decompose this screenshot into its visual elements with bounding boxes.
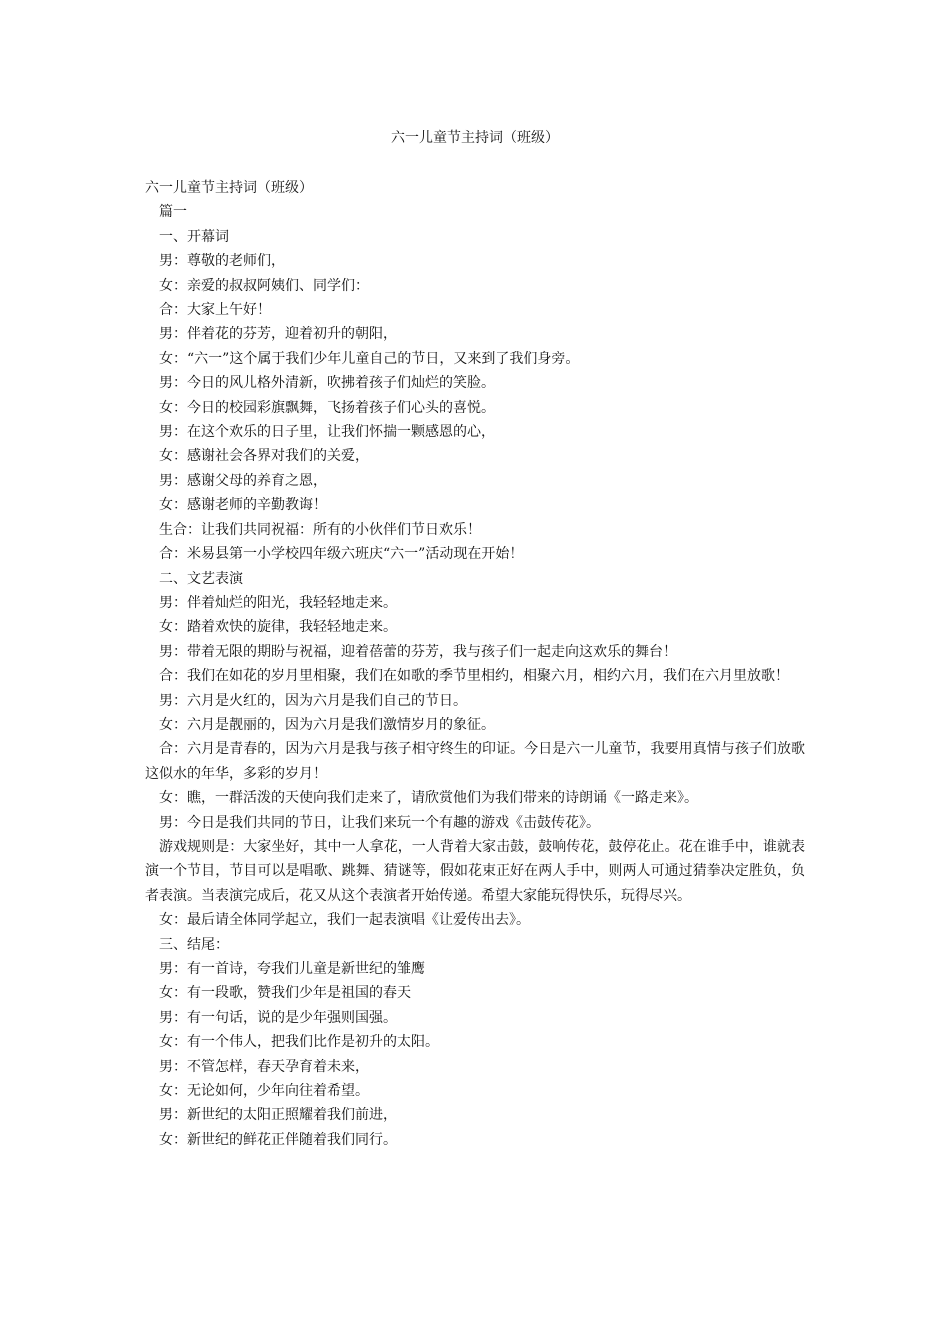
paragraph: 合：米易县第一小学校四年级六班庆“六一”活动现在开始！ (159, 546, 524, 563)
paragraph: 男：伴着花的芬芳，迎着初升的朝阳， (159, 326, 397, 343)
paragraph: 女：有一段歌，赞我们少年是祖国的春天 (159, 985, 411, 1002)
document-title: 六一儿童节主持词（班级） (391, 130, 559, 146)
paragraph: 合：我们在如花的岁月里相聚，我们在如歌的季节里相约，相聚六月，相约六月，我们在六月里放歌！ (159, 668, 789, 685)
paragraph: 三、结尾： (159, 936, 229, 953)
paragraph: 男：有一首诗，夸我们儿童是新世纪的雏鹰 (159, 961, 425, 977)
document-body (145, 176, 805, 1152)
paragraph: 男：在这个欢乐的日子里，让我们怀揣一颗感恩的心， (159, 424, 495, 441)
paragraph: 男：带着无限的期盼与祝福，迎着蓓蕾的芬芳，我与孩子们一起走向这欢乐的舞台！ (159, 643, 677, 660)
paragraph: 生合：让我们共同祝福：所有的小伙伴们节日欢乐！ (159, 521, 481, 538)
paragraph: 游戏规则是：大家坐好，其中一人拿花，一人背着大家击鼓，鼓响传花，鼓停花止。花在谁手中，谁就表演一个节目，节目可以是唱歌、跳舞、猜谜等，假如花束正好在两人手中，则两人可通过猜拳决定胜负，负者表演。当表演完成后，花又从这个表演者开始传递。希望大家能玩得快乐，玩得尽兴。 (145, 838, 805, 904)
paragraph: 合：大家上午好！ (159, 302, 271, 319)
paragraph: 篇一 (159, 204, 187, 221)
paragraph: 女：无论如何，少年向往着希望。 (159, 1083, 369, 1100)
paragraph: 六一儿童节主持词（班级） (145, 180, 313, 196)
paragraph: 女：亲爱的叔叔阿姨们、同学们： (159, 277, 369, 294)
paragraph: 女：“六一”这个属于我们少年儿童自己的节日，又来到了我们身旁。 (159, 350, 580, 367)
paragraph: 男：今日是我们共同的节日，让我们来玩一个有趣的游戏《击鼓传花》。 (159, 814, 600, 831)
paragraph: 男：六月是火红的，因为六月是我们自己的节日。 (159, 692, 467, 709)
paragraph: 女：新世纪的鲜花正伴随着我们同行。 (159, 1131, 397, 1148)
paragraph: 男：今日的风儿格外清新，吹拂着孩子们灿烂的笑脸。 (159, 375, 495, 392)
paragraph: 女：感谢老师的辛勤教诲！ (159, 497, 327, 514)
paragraph: 女：瞧，一群活泼的天使向我们走来了，请欣赏他们为我们带来的诗朗诵《一路走来》。 (159, 790, 698, 807)
paragraph: 女：今日的校园彩旗飘舞，飞扬着孩子们心头的喜悦。 (159, 399, 495, 416)
paragraph: 女：六月是靓丽的，因为六月是我们激情岁月的象征。 (159, 716, 495, 733)
paragraph: 男：感谢父母的养育之恩， (159, 472, 327, 489)
paragraph: 女：最后请全体同学起立，我们一起表演唱《让爱传出去》。 (159, 912, 530, 929)
paragraph: 二、文艺表演 (159, 570, 243, 587)
paragraph: 合：六月是青春的，因为六月是我与孩子相守终生的印证。今日是六一儿童节，我要用真情与孩子们放歌这似水的年华，多彩的岁月！ (145, 741, 805, 782)
paragraph: 男：新世纪的太阳正照耀着我们前进， (159, 1107, 397, 1124)
paragraph: 男：伴着灿烂的阳光，我轻轻地走来。 (159, 594, 397, 611)
paragraph: 一、开幕词 (159, 228, 229, 245)
paragraph: 女：踏着欢快的旋律，我轻轻地走来。 (159, 619, 397, 636)
paragraph: 男：有一句话，说的是少年强则国强。 (159, 1009, 397, 1026)
paragraph: 女：有一个伟人，把我们比作是初升的太阳。 (159, 1034, 439, 1051)
paragraph: 女：感谢社会各界对我们的关爱， (159, 448, 369, 465)
paragraph: 男：不管怎样，春天孕育着未来， (159, 1058, 369, 1075)
paragraph: 男：尊敬的老师们， (159, 253, 285, 270)
